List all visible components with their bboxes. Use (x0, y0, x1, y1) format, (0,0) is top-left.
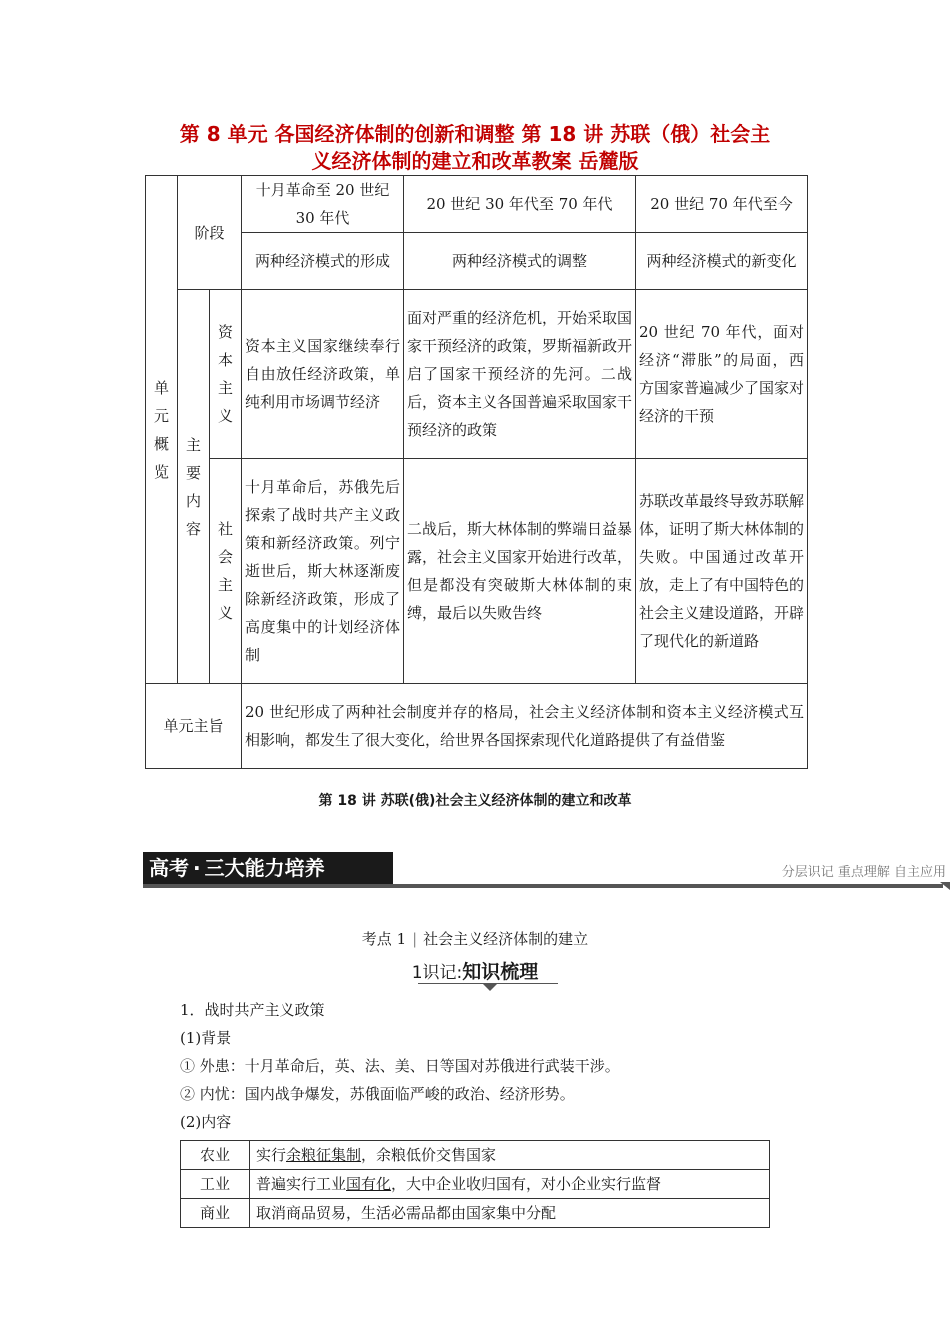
unit-theme-text: 20 世纪形成了两种社会制度并存的格局，社会主义经济体制和资本主义经济模式互相影响，都发生了很大变化，给世界各国探索现代化道路提供了有益借鉴 (242, 684, 808, 769)
stage-name-1: 两种经济模式的形成 (242, 233, 404, 290)
banner-notch (940, 882, 950, 890)
section-banner (143, 852, 950, 888)
banner-rule (143, 884, 943, 888)
banner-dot: · (193, 856, 201, 880)
background-internal: ② 内忧：国内战争爆发，苏俄面临严峻的政治、经济形势。 (180, 1085, 575, 1103)
banner-label (143, 852, 393, 884)
policy-text: 普遍实行工业国有化，大中企业收归国有，对小企业实行监督 (250, 1170, 770, 1199)
knowledge-heading (0, 957, 950, 984)
subheading-background: (1)背景 (180, 1029, 232, 1047)
document-title-line-2: 义经济体制的建立和改革教案 岳麓版 (311, 149, 639, 173)
sector-label: 农业 (181, 1141, 250, 1170)
capitalism-cell-3: 20 世纪 70 年代，面对经济“滞胀”的局面，西方国家普遍减少了国家对经济的干预 (636, 290, 808, 459)
policy-text: 取消商品贸易，生活必需品都由国家集中分配 (250, 1199, 770, 1228)
exam-point-title (0, 928, 950, 949)
knowledge-heading-text: 知识梳理 (462, 961, 539, 983)
main-content-label: 主 要 内 容 (178, 290, 210, 684)
sector-label: 工业 (181, 1170, 250, 1199)
document-title-line-1: 第 8 单元 各国经济体制的创新和调整 第 18 讲 苏联（俄）社会主 (179, 122, 771, 146)
policy-text: 实行余粮征集制，余粮低价交售国家 (250, 1141, 770, 1170)
subheading-content: (2)内容 (180, 1113, 232, 1131)
unit-overview-table (145, 175, 808, 769)
lesson-title: 第 18 讲 苏联(俄)社会主义经济体制的建立和改革 (318, 793, 632, 809)
capitalism-label: 资 本 主 义 (210, 290, 242, 459)
knowledge-arrow-icon (483, 984, 497, 991)
document-title (140, 121, 810, 175)
background-external: ① 外患：十月革命后，英、法、美、日等国对苏俄进行武装干涉。 (180, 1057, 620, 1075)
capitalism-cell-1: 资本主义国家继续奉行自由放任经济政策，单纯利用市场调节经济 (242, 290, 404, 459)
banner-tagline: 分层识记 重点理解 自主应用 (781, 865, 946, 880)
stage-name-2: 两种经济模式的调整 (404, 233, 636, 290)
table-row (181, 1141, 770, 1170)
table-row (181, 1199, 770, 1228)
unit-theme-label: 单元主旨 (146, 684, 242, 769)
unit-overview-label: 单 元 概 览 (146, 176, 178, 684)
period-2: 20 世纪 30 年代至 70 年代 (404, 176, 636, 233)
capitalism-cell-2: 面对严重的经济危机，开始采取国家干预经济的政策，罗斯福新政开启了国家干预经济的先河。二战后，资本主义各国普遍采取国家干预经济的政策 (404, 290, 636, 459)
socialism-cell-3: 苏联改革最终导致苏联解体，证明了斯大林体制的失败。中国通过改革开放，走上了有中国特色的社会主义建设道路，开辟了现代化的新道路 (636, 459, 808, 684)
exam-point-text: 社会主义经济体制的建立 (423, 930, 589, 948)
stage-label: 阶段 (178, 176, 242, 290)
stage-name-3: 两种经济模式的新变化 (636, 233, 808, 290)
socialism-cell-2: 二战后，斯大林体制的弊端日益暴露，社会主义国家开始进行改革，但是都没有突破斯大林体制的束缚，最后以失败告终 (404, 459, 636, 684)
banner-label-b: 三大能力培养 (204, 856, 325, 880)
exam-point-separator: | (412, 930, 418, 948)
socialism-label: 社 会 主 义 (210, 459, 242, 684)
table-row (181, 1170, 770, 1199)
period-3: 20 世纪 70 年代至今 (636, 176, 808, 233)
section-heading: 1．战时共产主义政策 (180, 1001, 325, 1019)
period-1: 十月革命至 20 世纪 30 年代 (242, 176, 404, 233)
socialism-cell-1: 十月革命后，苏俄先后探索了战时共产主义政策和新经济政策。列宁逝世后，斯大林逐渐废除新经济政策，形成了高度集中的计划经济体制 (242, 459, 404, 684)
banner-label-a: 高考 (149, 856, 189, 880)
sector-label: 商业 (181, 1199, 250, 1228)
exam-point-number: 考点 1 (361, 930, 407, 948)
policy-content-table (180, 1140, 770, 1228)
knowledge-heading-prefix: 1识记: (411, 963, 463, 983)
